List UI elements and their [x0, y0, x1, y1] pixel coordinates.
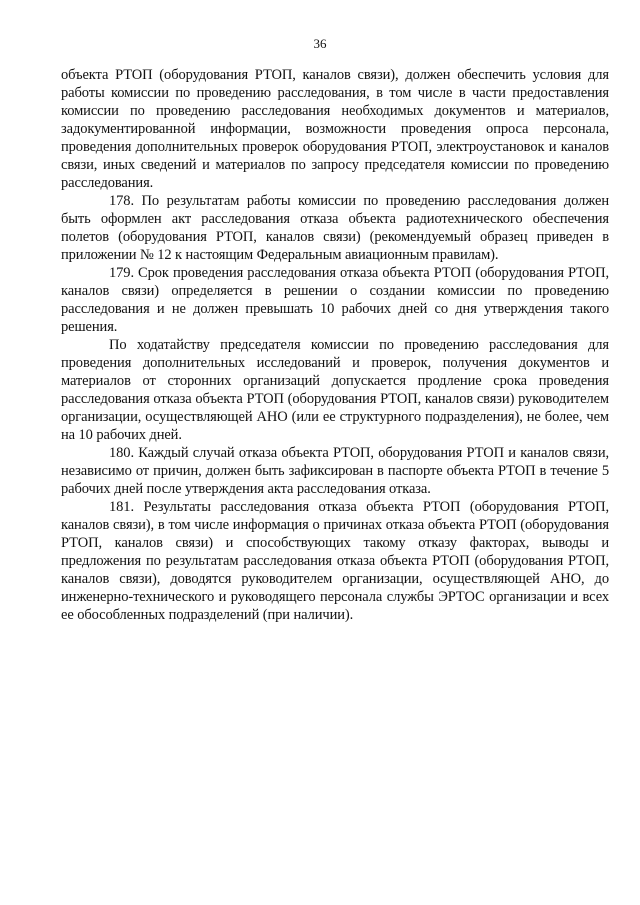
paragraph-continuation: объекта РТОП (оборудования РТОП, каналов связи), должен обеспечить условия для работы комиссии по проведению расследования, в том числе в части предоставления комиссии по проведению расследования необходимых документов и материалов, задокументированной информации, возможности проведения опроса персонала, проведения дополнительных проверок оборудования РТОП, электроустановок и каналов связи, иных сведений и материалов по запросу председателя комиссии по проведению расследования. [61, 67, 609, 191]
paragraph-179: 179. Срок проведения расследования отказа объекта РТОП (оборудования РТОП, каналов связи) определяется в решении о создании комиссии по проведению расследования и не должен превышать 10 рабочих дней со дня утверждения такого решения. [61, 265, 609, 335]
page-number: 36 [313, 36, 327, 51]
paragraph-181: 181. Результаты расследования отказа объекта РТОП (оборудования РТОП, каналов связи), в том числе информация о причинах отказа объекта РТОП (оборудования РТОП, каналов связи) и способствующих такому отказу факторах, выводы и предложения по результатам расследования отказа объекта РТОП (оборудования РТОП, каналов связи), доводятся руководителем организации, осуществляющей АНО, до инженерно-технического и руководящего персонала службы ЭРТОС организации и всех ее обособленных подразделений (при наличии). [61, 499, 609, 623]
paragraph-178: 178. По результатам работы комиссии по проведению расследования должен быть оформлен акт расследования отказа объекта радиотехнического обеспечения полетов (оборудования РТОП, каналов связи) (рекомендуемый образец приведен в приложении № 12 к настоящим Федеральным авиационным правилам). [61, 193, 609, 263]
paragraph-180: 180. Каждый случай отказа объекта РТОП, оборудования РТОП и каналов связи, независимо от причин, должен быть зафиксирован в паспорте объекта РТОП в течение 5 рабочих дней после утверждения акта расследования отказа. [61, 445, 609, 497]
document-body [61, 66, 609, 624]
paragraph-179-extension: По ходатайству председателя комиссии по проведению расследования для проведения дополнительных исследований и проверок, получения документов и материалов от сторонних организаций допускается продление срока проведения расследования отказа объекта РТОП (оборудования РТОП, каналов связи) руководителем организации, осуществляющей АНО (или ее структурного подразделения), не более, чем на 10 рабочих дней. [61, 337, 609, 443]
